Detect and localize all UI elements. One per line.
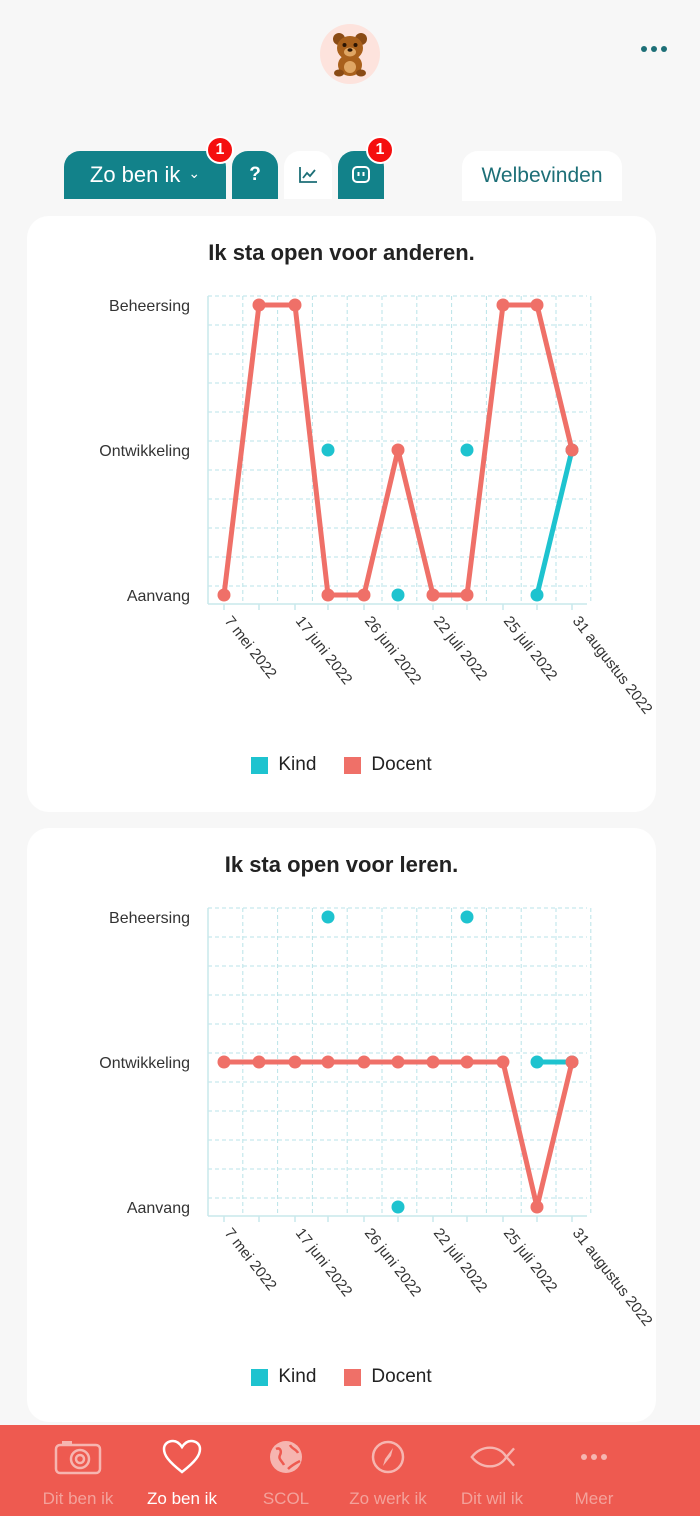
top-bar bbox=[0, 0, 700, 110]
legend-item-docent[interactable] bbox=[344, 1366, 431, 1388]
chart-legend bbox=[27, 1366, 656, 1388]
series-line-docent bbox=[364, 450, 398, 595]
data-point-docent bbox=[289, 299, 302, 312]
line-chart bbox=[27, 828, 656, 1388]
x-tick-label: 17 juni 2022 bbox=[291, 1224, 356, 1300]
legend-swatch-kind bbox=[251, 757, 268, 774]
nav-label: Dit wil ik bbox=[460, 1489, 524, 1508]
series-docent bbox=[218, 1056, 579, 1214]
y-tick-label: Ontwikkeling bbox=[99, 443, 190, 460]
data-point-docent bbox=[392, 1056, 405, 1069]
nav-label: SCOL bbox=[262, 1489, 310, 1508]
series-line-docent bbox=[398, 450, 433, 595]
legend-item-docent[interactable] bbox=[344, 754, 431, 776]
chart-card-anderen bbox=[27, 216, 656, 812]
legend-swatch-docent bbox=[344, 757, 361, 774]
y-tick-label: Aanvang bbox=[126, 588, 190, 605]
nav-label: Zo werk ik bbox=[349, 1489, 427, 1508]
data-point-docent bbox=[322, 589, 335, 602]
data-point-docent bbox=[253, 299, 266, 312]
x-tick-label: 31 augustus 2022 bbox=[568, 1224, 656, 1330]
data-point-docent bbox=[531, 1201, 544, 1214]
chart-title: Ik sta open voor anderen. bbox=[208, 240, 475, 265]
notification-badge: 1 bbox=[366, 136, 394, 164]
data-point-kind bbox=[531, 589, 544, 602]
x-tick-label: 25 juli 2022 bbox=[499, 1224, 561, 1296]
y-tick-label: Ontwikkeling bbox=[99, 1055, 190, 1072]
data-point-docent bbox=[461, 1056, 474, 1069]
x-tick-label: 25 juli 2022 bbox=[499, 612, 561, 684]
tab-dropdown-label: Zo ben ik bbox=[89, 162, 181, 187]
data-point-docent bbox=[218, 589, 231, 602]
x-tick-label: 7 mei 2022 bbox=[220, 1224, 280, 1294]
tab-welbevinden[interactable] bbox=[462, 151, 622, 201]
x-tick-label: 22 juli 2022 bbox=[429, 612, 491, 684]
data-point-docent bbox=[322, 1056, 335, 1069]
nav-label: Zo ben ik bbox=[147, 1489, 217, 1508]
x-tick-label: 26 juni 2022 bbox=[360, 612, 425, 688]
line-chart bbox=[27, 216, 656, 776]
nav-item-scol[interactable] bbox=[236, 1425, 336, 1516]
series-line-kind bbox=[537, 450, 572, 595]
bear-icon bbox=[330, 31, 370, 77]
x-tick-label: 22 juli 2022 bbox=[429, 1224, 491, 1296]
x-tick-label: 7 mei 2022 bbox=[220, 612, 280, 682]
data-point-docent bbox=[218, 1056, 231, 1069]
nav-item-dit-wil-ik[interactable] bbox=[442, 1425, 542, 1516]
series-line-docent bbox=[537, 1062, 572, 1207]
y-tick-label: Beheersing bbox=[109, 910, 190, 927]
more-horizontal-icon[interactable] bbox=[632, 34, 676, 64]
data-point-docent bbox=[289, 1056, 302, 1069]
help-label: ? bbox=[249, 164, 261, 185]
chart-title: Ik sta open voor leren. bbox=[224, 852, 459, 877]
tab-bar bbox=[0, 148, 700, 202]
dot bbox=[651, 46, 657, 52]
data-point-docent bbox=[566, 444, 579, 457]
heart-icon bbox=[158, 1437, 206, 1477]
chevron-down-icon: ⌄ bbox=[188, 164, 201, 181]
legend-item-kind[interactable] bbox=[251, 1366, 316, 1388]
legend-item-kind[interactable] bbox=[251, 754, 316, 776]
data-point-kind bbox=[461, 911, 474, 924]
nav-label: Dit ben ik bbox=[42, 1489, 114, 1508]
legend-label-kind: Kind bbox=[278, 1366, 317, 1387]
compass-icon bbox=[364, 1437, 412, 1477]
data-point-docent bbox=[253, 1056, 266, 1069]
notification-badge: 1 bbox=[206, 136, 234, 164]
nav-item-zo-ben-ik[interactable] bbox=[132, 1425, 232, 1516]
dot bbox=[661, 46, 667, 52]
data-point-kind bbox=[392, 589, 405, 602]
series-docent bbox=[218, 299, 579, 602]
chart-legend bbox=[27, 754, 656, 776]
data-point-docent bbox=[427, 589, 440, 602]
data-point-docent bbox=[531, 299, 544, 312]
tab-welbevinden-label: Welbevinden bbox=[481, 164, 603, 187]
data-point-kind bbox=[392, 1201, 405, 1214]
avatar[interactable] bbox=[320, 24, 380, 84]
line-chart-icon bbox=[298, 166, 318, 184]
series-line-docent bbox=[503, 1062, 537, 1207]
tab-help[interactable] bbox=[232, 151, 278, 199]
globe-icon bbox=[262, 1437, 310, 1477]
x-tick-label: 26 juni 2022 bbox=[360, 1224, 425, 1300]
series-line-docent bbox=[224, 305, 259, 595]
y-tick-label: Beheersing bbox=[109, 298, 190, 315]
data-point-docent bbox=[566, 1056, 579, 1069]
nav-item-dit-ben-ik[interactable] bbox=[28, 1425, 128, 1516]
legend-label-docent: Docent bbox=[371, 1366, 432, 1387]
legend-label-docent: Docent bbox=[371, 754, 432, 775]
camera-icon bbox=[54, 1437, 102, 1477]
y-tick-label: Aanvang bbox=[126, 1200, 190, 1217]
dot bbox=[641, 46, 647, 52]
x-tick-label: 17 juni 2022 bbox=[291, 612, 356, 688]
tab-dropdown-zo-ben-ik[interactable] bbox=[64, 151, 226, 199]
nav-label: Meer bbox=[574, 1489, 614, 1508]
data-point-docent bbox=[461, 589, 474, 602]
data-point-kind bbox=[322, 911, 335, 924]
data-point-docent bbox=[358, 1056, 371, 1069]
chat-bot-icon bbox=[351, 165, 371, 185]
bottom-nav bbox=[0, 1425, 700, 1516]
fish-icon bbox=[468, 1437, 516, 1477]
chart-card-leren bbox=[27, 828, 656, 1422]
data-point-docent bbox=[497, 299, 510, 312]
data-point-kind bbox=[461, 444, 474, 457]
nav-item-meer[interactable] bbox=[544, 1425, 644, 1516]
tab-chart[interactable] bbox=[284, 151, 332, 199]
data-point-kind bbox=[531, 1056, 544, 1069]
legend-swatch-docent bbox=[344, 1369, 361, 1386]
data-point-docent bbox=[358, 589, 371, 602]
more-icon bbox=[570, 1437, 618, 1477]
series-line-docent bbox=[537, 305, 572, 450]
data-point-docent bbox=[427, 1056, 440, 1069]
legend-label-kind: Kind bbox=[278, 754, 317, 775]
data-point-docent bbox=[497, 1056, 510, 1069]
x-tick-label: 31 augustus 2022 bbox=[568, 612, 656, 718]
data-point-kind bbox=[322, 444, 335, 457]
series-kind bbox=[322, 444, 579, 602]
legend-swatch-kind bbox=[251, 1369, 268, 1386]
nav-item-zo-werk-ik[interactable] bbox=[338, 1425, 438, 1516]
data-point-docent bbox=[392, 444, 405, 457]
